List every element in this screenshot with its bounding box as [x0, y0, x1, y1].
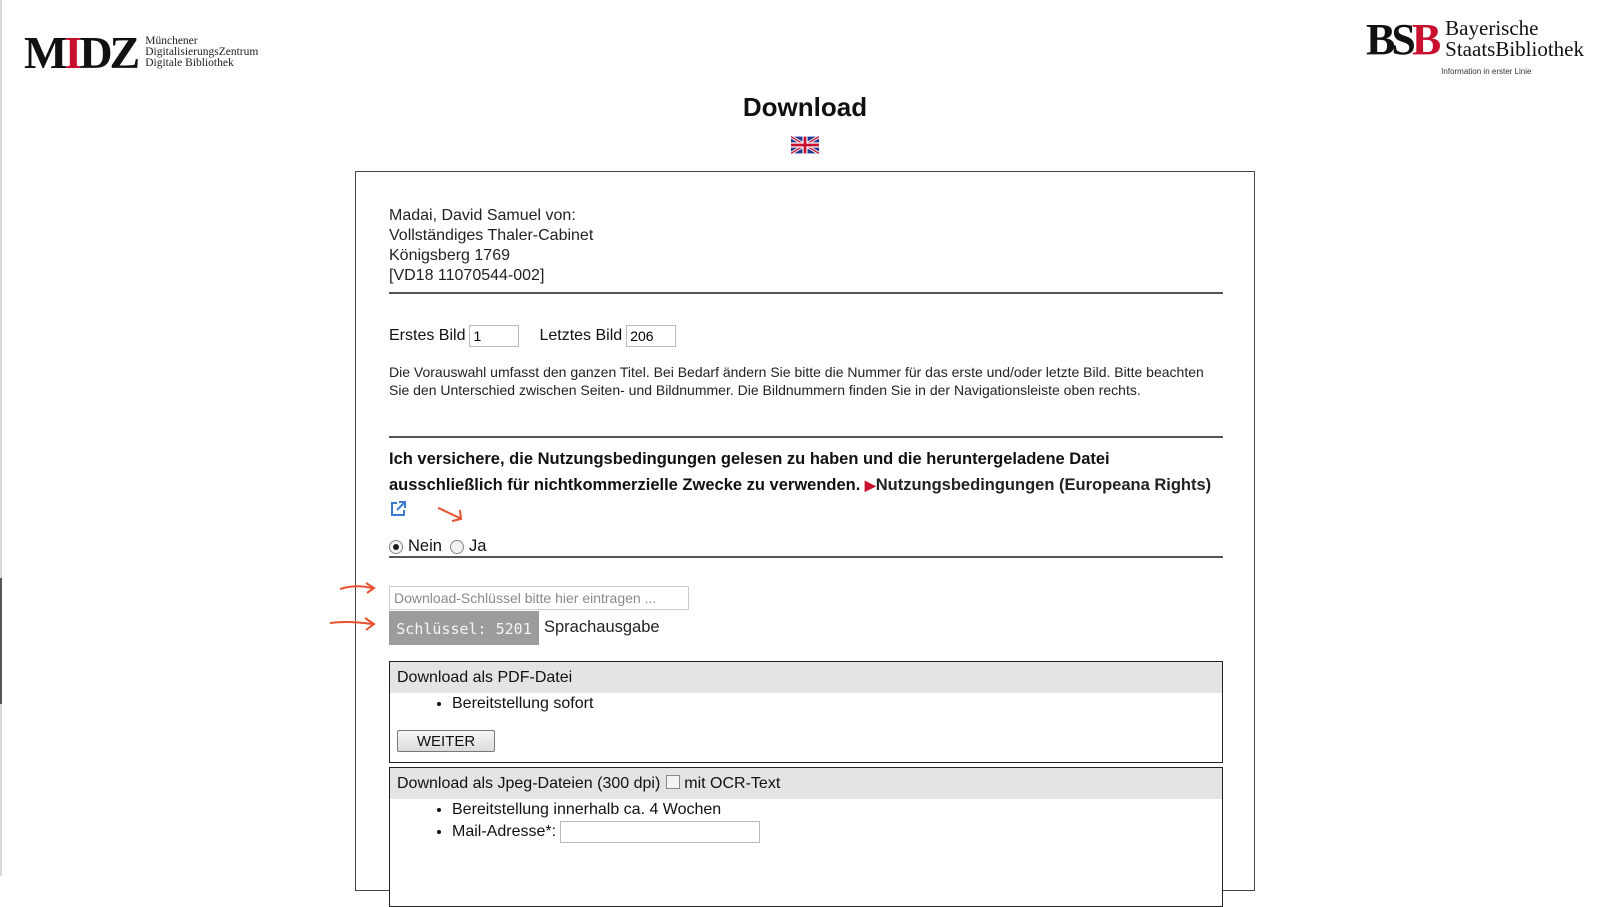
- jpeg-box-title: Download als Jpeg-Dateien (300 dpi) mit OCR-Text: [390, 768, 1222, 799]
- pdf-download-box: [389, 661, 1223, 763]
- ocr-label: mit OCR-Text: [684, 775, 781, 792]
- terms-statement: Ich versichere, die Nutzungsbedingungen gelesen zu haben und die heruntergeladene Datei ausschließlich für nichtkommerzielle Zwecke zu verwenden. ▶Nutzungsbedingungen (Europeana Rights): [389, 450, 1212, 494]
- first-image-label: Erstes Bild: [389, 327, 466, 344]
- terms-link[interactable]: Nutzungsbedingungen (Europeana Rights): [875, 476, 1212, 494]
- weiter-button[interactable]: WEITER: [397, 730, 495, 752]
- key-button[interactable]: Schlüssel: 5201: [389, 611, 539, 645]
- work-title: Vollständiges Thaler-Cabinet: [389, 227, 594, 244]
- annotation-arrow-icon: [338, 580, 378, 596]
- pdf-box-list: [390, 693, 1222, 715]
- mdz-logo[interactable]: [24, 27, 259, 78]
- speech-output-link[interactable]: Sprachausgabe: [544, 618, 660, 636]
- place-year: Königsberg 1769: [389, 247, 510, 264]
- bsb-logo-text: Bayerische StaatsBibliothek: [1445, 16, 1584, 61]
- jpeg-download-box: [389, 767, 1223, 907]
- divider: [389, 292, 1223, 294]
- image-range: [389, 325, 676, 347]
- terms-consent: [389, 537, 486, 556]
- range-note: Die Vorauswahl umfasst den ganzen Titel. Bei Bedarf ändern Sie bitte die Nummer für das erste und/oder letzte Bild. Bitte beachten Sie den Unterschied zwischen Seiten- und Bildnummer. Die Bildnummern finden Sie in der Navigationsleiste oben rechts.: [389, 364, 1204, 398]
- window-edge: [0, 0, 2, 876]
- author: Madai, David Samuel von:: [389, 207, 576, 224]
- download-panel: [355, 171, 1255, 891]
- external-link-icon[interactable]: [389, 500, 407, 518]
- window-edge-handle: [0, 578, 2, 704]
- bsb-tagline: Information in erster Linie: [1441, 67, 1532, 76]
- pdf-box-title: Download als PDF-Datei: [390, 662, 1222, 693]
- last-image-input[interactable]: [626, 325, 676, 347]
- mail-address-input[interactable]: [560, 821, 760, 843]
- bsb-logo[interactable]: [1365, 15, 1584, 76]
- first-image-input[interactable]: [469, 325, 519, 347]
- mdz-logo-text: Münchener DigitalisierungsZentrum Digitale Bibliothek: [145, 35, 259, 69]
- annotation-arrow-icon: [328, 614, 378, 632]
- radio-ja-label: Ja: [468, 537, 487, 555]
- bibliographic-info: [389, 206, 593, 286]
- list-item: • Bereitstellung innerhalb ca. 4 Wochen: [452, 799, 1222, 821]
- annotation-arrow-icon: [436, 504, 466, 526]
- radio-nein[interactable]: [389, 540, 403, 554]
- uk-flag-icon[interactable]: [791, 136, 819, 154]
- mdz-logo-mark: MIDZ: [24, 27, 138, 78]
- download-key-input[interactable]: [389, 586, 689, 610]
- jpeg-box-list: [390, 799, 1222, 843]
- identifier: [VD18 11070544-002]: [389, 267, 545, 284]
- radio-ja[interactable]: [450, 540, 464, 554]
- divider: [389, 556, 1223, 558]
- list-item: • Mail-Adresse*:: [452, 821, 1222, 843]
- last-image-label: Letztes Bild: [539, 327, 623, 344]
- triangle-right-icon: ▶: [864, 477, 876, 493]
- list-item: • Bereitstellung sofort: [452, 693, 1222, 715]
- bsb-logo-mark: BSB: [1365, 15, 1438, 64]
- page-title: Download: [742, 92, 868, 122]
- divider: [389, 436, 1223, 438]
- radio-nein-label: Nein: [408, 537, 442, 555]
- ocr-checkbox[interactable]: [666, 775, 680, 789]
